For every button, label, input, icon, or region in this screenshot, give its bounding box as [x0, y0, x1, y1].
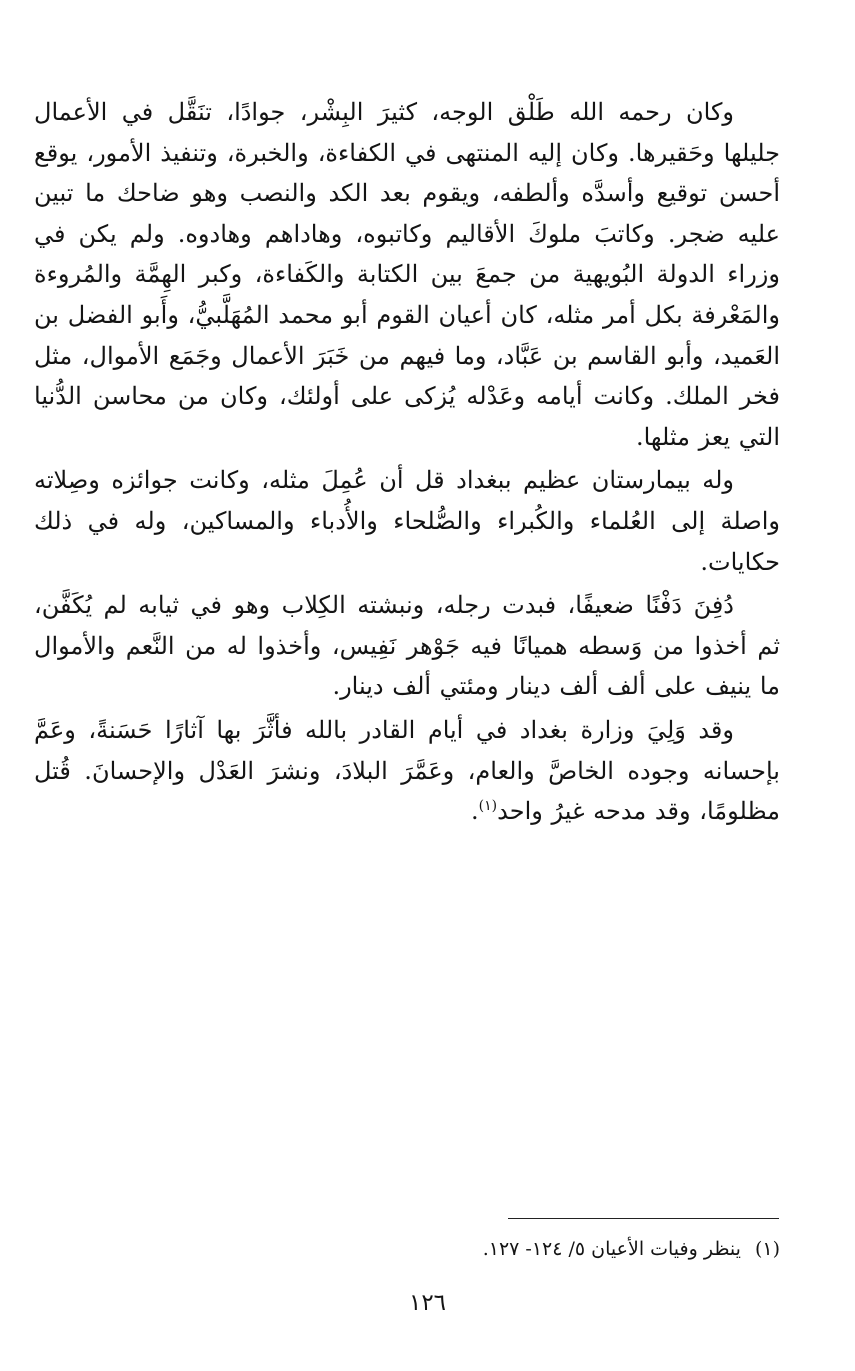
footnote-text: ينظر وفيات الأعيان ٥/ ١٢٤- ١٢٧.: [482, 1238, 741, 1260]
paragraph-4: [34, 710, 780, 832]
paragraph-2: وله بيمارستان عظيم ببغداد قل أن عُمِلَ مثله، وكانت جوائزه وصِلاته واصلة إلى العُلماء والكُبراء والصُّلحاء والأُدباء والمساكين، وله في ذلك حكايات.: [34, 466, 780, 576]
footnote-number: (١): [754, 1238, 780, 1260]
page-body: [34, 92, 780, 832]
paragraph-1: وكان رحمه الله طَلْق الوجه، كثيرَ البِشْر، جوادًا، تنَقَّل في الأعمال جليلها وحَقيرها. وكان إليه المنتهى في الكفاءة، والخبرة، وتنفيذ الأمور، يوقع أحسن توقيع وأسدَّه وألطفه، ويقوم بعد الكد والنصب وهو ضاحك ما تبين عليه ضجر. وكاتبَ ملوكَ الأقاليم وكاتبوه، وهاداهم وهادوه. ولم يكن في وزراء الدولة البُويهية من جمعَ بين الكتابة والكَفاءة، وكبر الهِمَّة والمُروءة والمَعْرفة بكل أمر مثله، كان أعيان القوم أبو محمد المُهَلَّبيُّ، وأَبو الفضل بن العَميد، وأبو القاسم بن عَبَّاد، وما فيهم من خَبَرَ الأعمال وجَمَع الأموال، مثل فخر الملك. وكانت أيامه وعَدْله يُزكى على أولئك، وكان من محاسن الدُّنيا التي يعز مثلها.: [34, 98, 781, 451]
footnote-divider: [508, 1218, 779, 1219]
paragraph-4-end: .: [471, 797, 479, 826]
footnote-reference[interactable]: (١): [478, 798, 498, 815]
page-number: ١٢٦: [408, 1290, 447, 1316]
paragraph-4-text: وقد وَلِيَ وزارة بغداد في أيام القادر بالله فأثَّرَ بها آثارًا حَسَنةً، وعَمَّ بإحسانه وجوده الخاصَّ والعام، وعَمَّرَ البلادَ، ونشرَ العَدْل والإحسانَ. قُتل مظلومًا، وقد مدحه غيرُ واحد: [34, 715, 780, 826]
paragraph-3: دُفِنَ دَفْنًا ضعيفًا، فبدت رجله، ونبشته الكِلاب وهو في ثيابه لم يُكَفَّن، ثم أخذوا من وَسطه هميانًا فيه جَوْهر نَفِيس، وأخذوا له من النَّعم والأموال ما ينيف على ألف ألف دينار ومئتي ألف دينار.: [34, 591, 780, 701]
footnote: [483, 1234, 780, 1264]
